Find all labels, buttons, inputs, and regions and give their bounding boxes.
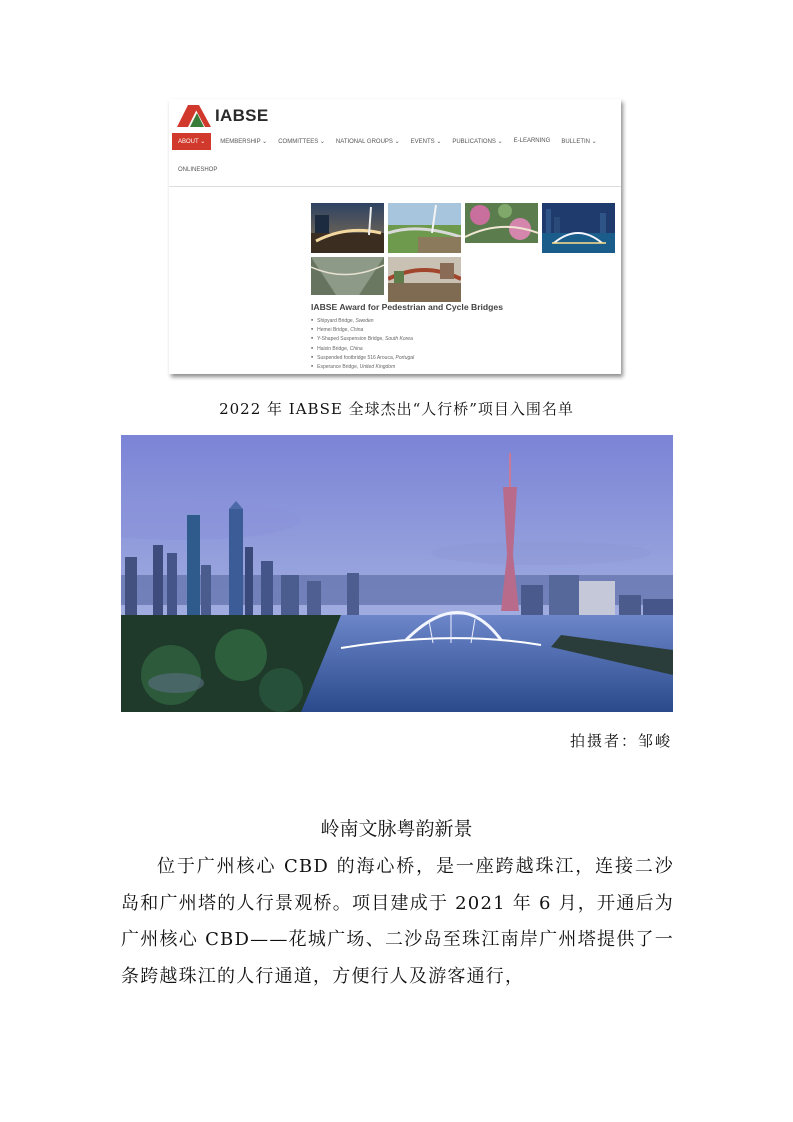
- nav-e-learning[interactable]: E-LEARNING: [513, 138, 551, 144]
- award-list-item: ■ Shipyard Bridge, Sweden: [311, 316, 414, 325]
- chevron-down-icon: ⌄: [436, 138, 442, 145]
- section-heading: 岭南文脉粤韵新景: [320, 818, 473, 840]
- award-list-item: ■ Y-Shaped Suspension Bridge, South Korea: [311, 334, 414, 343]
- award-list-item: ■ Haixin Bridge, China: [311, 344, 414, 353]
- award-list-item: ■ Esperance Bridge, United Kingdom: [311, 362, 414, 371]
- figure-caption: 2022 年 IABSE 全球杰出“人行桥”项目入围名单: [219, 400, 574, 418]
- logo-text: IABSE: [215, 106, 269, 125]
- nav-divider: [169, 186, 621, 187]
- award-title: IABSE Award for Pedestrian and Cycle Bridges: [311, 302, 503, 312]
- nav-national-groups[interactable]: NATIONAL GROUPS ⌄: [335, 138, 400, 145]
- nav-onlineshop[interactable]: ONLINESHOP: [178, 167, 218, 173]
- chevron-down-icon: ⌄: [591, 138, 597, 145]
- iabse-logo: [177, 105, 268, 127]
- body-text: [121, 849, 674, 996]
- bridge-photo-esperance: [388, 257, 461, 302]
- nav-publications[interactable]: PUBLICATIONS ⌄: [452, 138, 503, 145]
- body-paragraph: 位于广州核心 CBD 的海心桥，是一座跨越珠江，连接二沙岛和广州塔的人行景观桥。项目建成于 2021 年 6 月，开通后为广州核心 CBD——花城广场、二沙岛至珠江南岸广州塔提供了一条跨越珠江的人行通道，方便行人及游客通行，: [121, 856, 674, 988]
- chevron-down-icon: ⌄: [319, 138, 325, 145]
- bridge-photo-shipyard: [311, 203, 384, 253]
- chevron-down-icon: ⌄: [497, 138, 503, 145]
- iabse-logo-icon: [177, 105, 211, 127]
- award-list: [311, 316, 414, 371]
- bridge-photo-haixin: [542, 203, 615, 253]
- nav-events[interactable]: EVENTS ⌄: [410, 138, 442, 145]
- bridge-photo-hemei: [388, 203, 461, 253]
- nav-about[interactable]: ABOUT ⌄: [172, 133, 211, 150]
- award-list-item: ■ Hemei Bridge, China: [311, 325, 414, 334]
- iabse-website-screenshot: [169, 99, 621, 374]
- award-list-item: ■ Suspended footbridge 516 Arouca, Portugal: [311, 353, 414, 362]
- bridge-photo-y-shaped: [465, 203, 538, 243]
- nav-bulletin[interactable]: BULLETIN ⌄: [561, 138, 597, 145]
- haixin-bridge-photo: [121, 435, 673, 712]
- nav-membership[interactable]: MEMBERSHIP ⌄: [220, 138, 268, 145]
- nav-committees[interactable]: COMMITTEES ⌄: [278, 138, 325, 145]
- photo-credit: 拍摄者：邹峻: [569, 732, 672, 750]
- chevron-down-icon: ⌄: [200, 138, 206, 145]
- chevron-down-icon: ⌄: [262, 138, 268, 145]
- bridge-photo-arouca: [311, 257, 384, 295]
- chevron-down-icon: ⌄: [394, 138, 400, 145]
- main-nav: [172, 132, 618, 150]
